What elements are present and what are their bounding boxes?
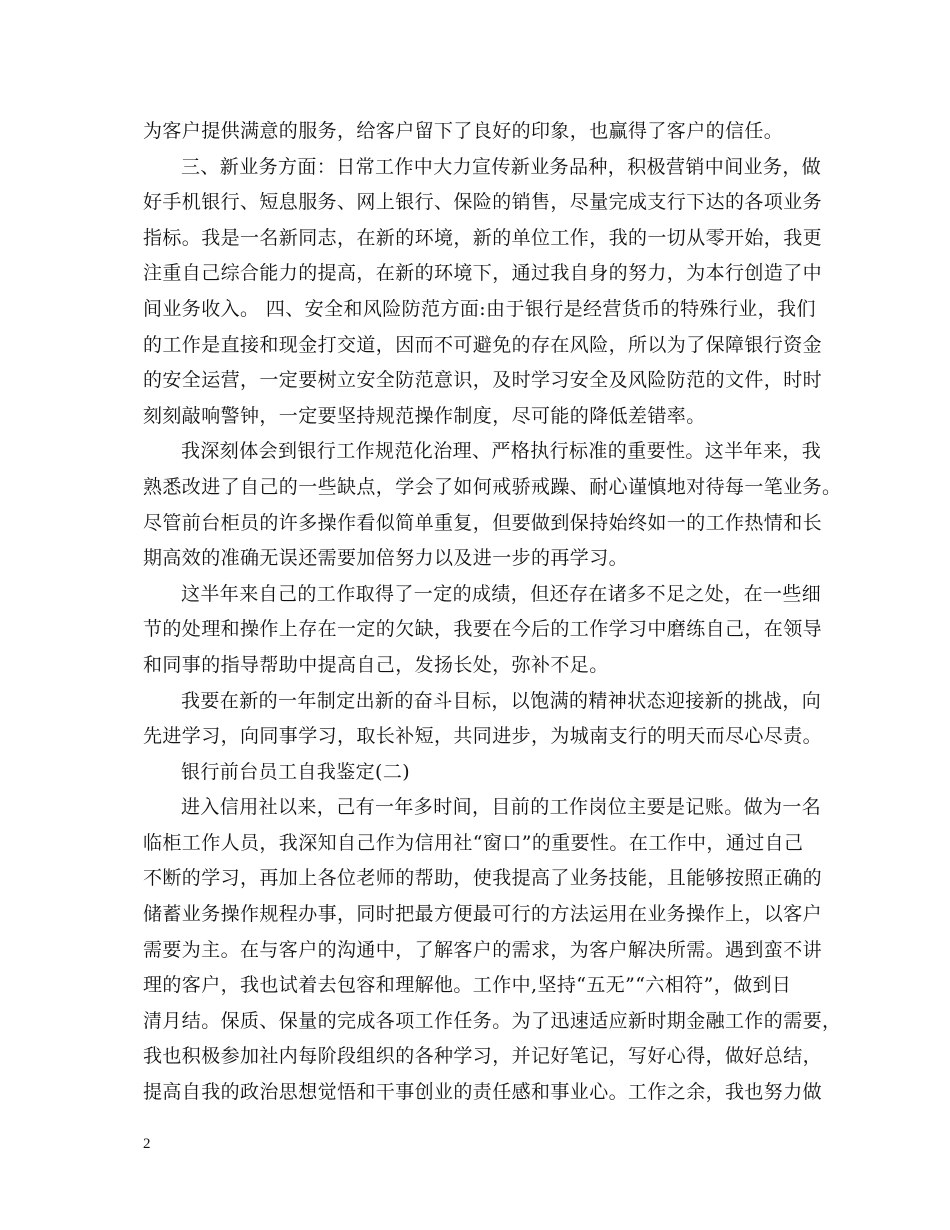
text-line: 我深刻体会到银行工作规范化治理、严格执行标准的重要性。这半年来，我 bbox=[181, 440, 822, 463]
text-line: 尽管前台柜员的许多操作看似简单重复，但要做到保持始终如一的工作热情和长 bbox=[143, 511, 823, 534]
text-line: 理的客户，我也试着去包容和理解他。工作中,坚持“五无”“六相符”，做到日 bbox=[143, 974, 792, 997]
text-line: 指标。我是一名新同志，在新的环境，新的单位工作，我的一切从零开始，我更 bbox=[143, 226, 823, 249]
text-line: 临柜工作人员，我深知自己作为信用社“窗口”的重要性。在工作中，通过自己 bbox=[143, 831, 804, 854]
text-line: 提高自我的政治思想觉悟和干事创业的责任感和事业心。工作之余，我也努力做 bbox=[143, 1081, 823, 1104]
text-line: 我要在新的一年制定出新的奋斗目标，以饱满的精神状态迎接新的挑战，向 bbox=[181, 689, 822, 712]
page-number: 2 bbox=[143, 1136, 151, 1152]
text-line: 和同事的指导帮助中提高自己，发扬长处，弥补不足。 bbox=[143, 653, 609, 676]
text-line: 银行前台员工自我鉴定(二) bbox=[181, 760, 411, 783]
text-line: 需要为主。在与客户的沟通中，了解客户的需求，为客户解决所需。遇到蛮不讲 bbox=[143, 938, 823, 961]
text-line: 这半年来自己的工作取得了一定的成绩，但还存在诸多不足之处，在一些细 bbox=[181, 582, 822, 605]
text-line: 间业务收入。 四、安全和风险防范方面:由于银行是经营货币的特殊行业，我们 bbox=[143, 297, 816, 320]
text-line: 不断的学习，再加上各位老师的帮助，使我提高了业务技能，且能够按照正确的 bbox=[143, 867, 823, 890]
text-line: 期高效的准确无误还需要加倍努力以及进一步的再学习。 bbox=[143, 547, 629, 570]
text-line: 节的处理和操作上存在一定的欠缺，我要在今后的工作学习中磨练自己，在领导 bbox=[143, 618, 823, 641]
text-line: 的工作是直接和现金打交道，因而不可避免的存在风险，所以为了保障银行资金 bbox=[143, 333, 823, 356]
text-line: 注重自己综合能力的提高，在新的环境下，通过我自身的努力，为本行创造了中 bbox=[143, 262, 823, 285]
body-text bbox=[143, 114, 842, 1111]
text-line: 我也积极参加社内每阶段组织的各种学习，并记好笔记，写好心得，做好总结， bbox=[143, 1045, 823, 1068]
text-line: 刻刻敲响警钟，一定要坚持规范操作制度，尽可能的降低差错率。 bbox=[143, 404, 706, 427]
text-line: 储蓄业务操作规程办事，同时把最方便最可行的方法运用在业务操作上，以客户 bbox=[143, 903, 823, 926]
text-line: 进入信用社以来，己有一年多时间，目前的工作岗位主要是记账。做为一名 bbox=[181, 796, 822, 819]
text-line: 清月结。保质、保量的完成各项工作任务。为了迅速适应新时期金融工作的需要， bbox=[143, 1009, 842, 1032]
text-line: 先进学习，向同事学习，取长补短，共同进步，为城南支行的明天而尽心尽责。 bbox=[143, 725, 823, 748]
text-line: 为客户提供满意的服务，给客户留下了良好的印象，也赢得了客户的信任。 bbox=[143, 120, 784, 142]
text-line: 熟悉改进了自己的一些缺点，学会了如何戒骄戒躁、耐心谨慎地对待每一笔业务。 bbox=[143, 475, 842, 498]
text-line: 三、新业务方面：日常工作中大力宣传新业务品种，积极营销中间业务，做 bbox=[181, 155, 822, 178]
text-line: 好手机银行、短息服务、网上银行、保险的销售，尽量完成支行下达的各项业务 bbox=[143, 191, 823, 214]
text-line: 的安全运营，一定要树立安全防范意识，及时学习安全及风险防范的文件，时时 bbox=[143, 369, 823, 392]
